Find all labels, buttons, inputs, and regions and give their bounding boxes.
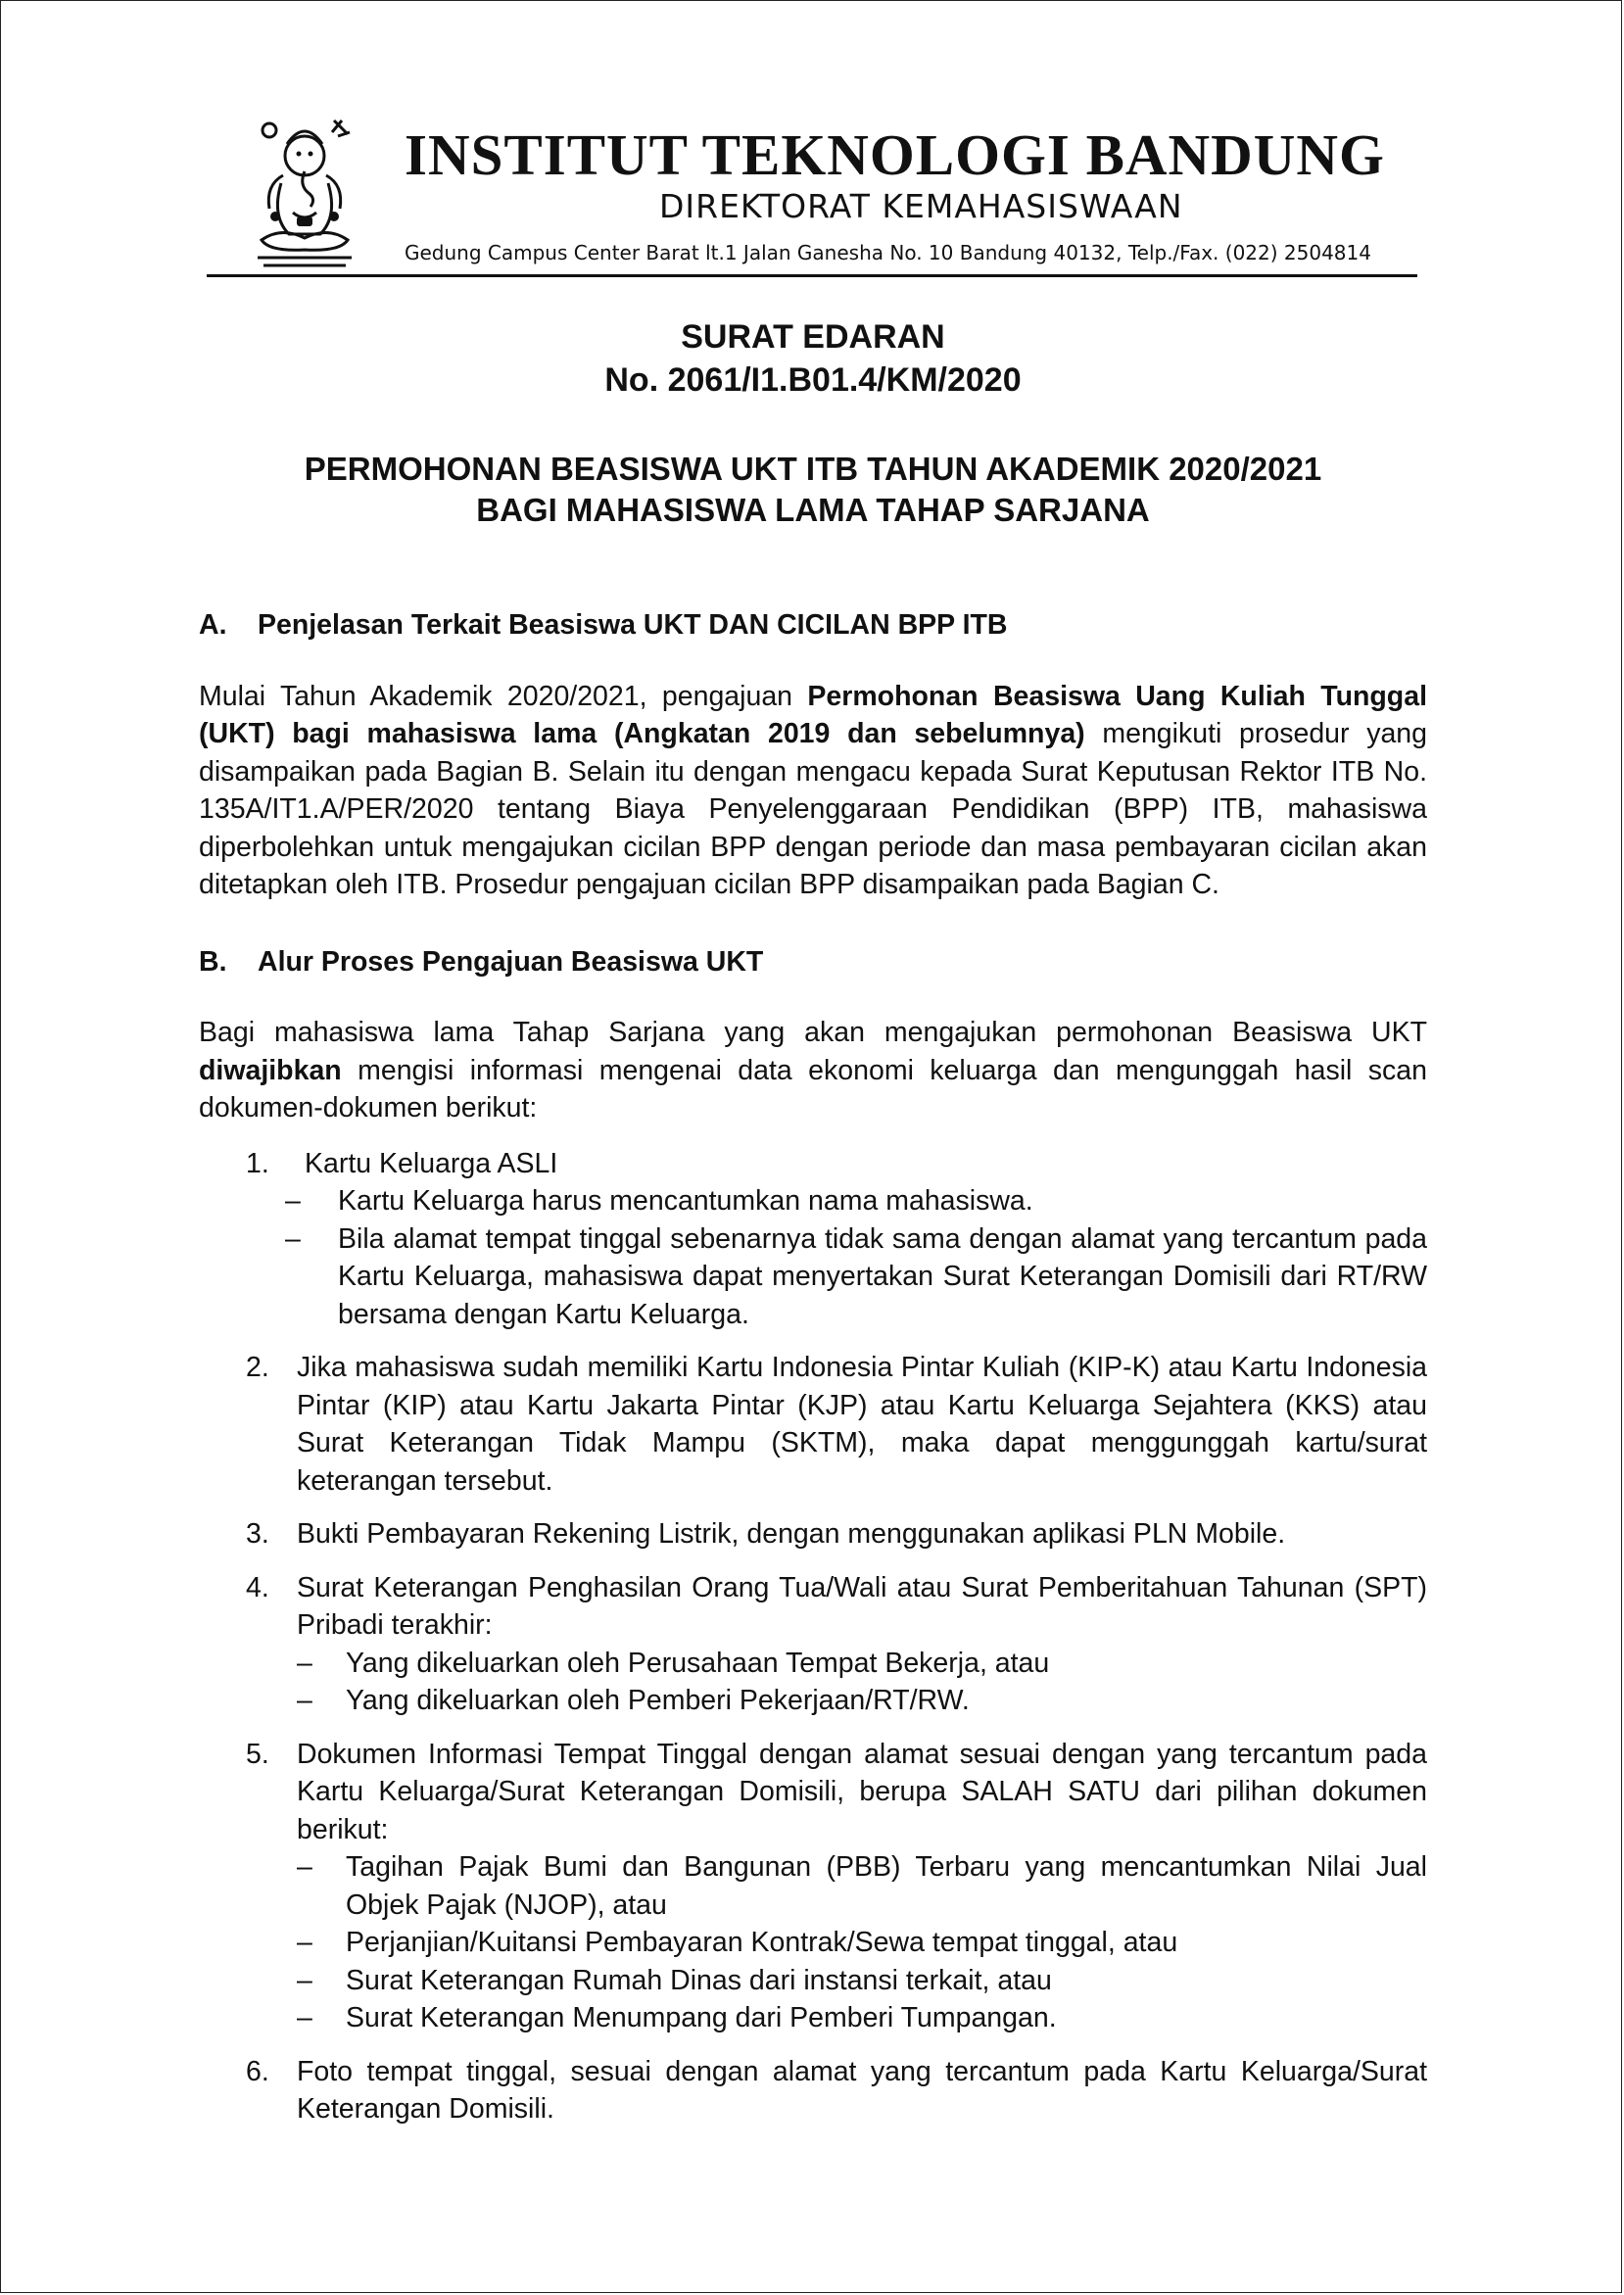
list-item-content <box>297 1569 1427 1720</box>
list-item-number: 6. <box>246 2055 269 2087</box>
list-item-number: 1. <box>246 1147 269 1179</box>
sub-list-text: Perjanjian/Kuitansi Pembayaran Kontrak/Sewa tempat tinggal, atau <box>346 1927 1178 1958</box>
dash-bullet: – <box>297 1685 312 1716</box>
subject-line-2: BAGI MAHASISWA LAMA TAHAP SARJANA <box>476 492 1150 528</box>
sub-list-text: Surat Keterangan Menumpang dari Pemberi Tumpangan. <box>346 2002 1057 2033</box>
section-b-intro-bold: diwajibkan <box>199 1054 342 1086</box>
section-b-title: Alur Proses Pengajuan Beasiswa UKT <box>258 945 764 978</box>
sub-list-item <box>297 1999 1427 2037</box>
header-divider <box>207 274 1417 277</box>
list-item-text: Jika mahasiswa sudah memiliki Kartu Indonesia Pintar Kuliah (KIP-K) atau Kartu Indonesia Pintar (KIP) atau Kartu Jakarta Pintar (KJP) atau Kartu Keluarga Sejahtera (KKS) atau Surat Keterangan Tidak Mampu (SKTM), maka dapat menggunggah kartu/surat keterangan tersebut. <box>297 1352 1427 1497</box>
dash-bullet: – <box>285 1185 301 1217</box>
section-a-text-rest: mengikuti prosedur yang disampaikan pada Bagian B. Selain itu dengan mengacu kepada Surat Keputusan Rektor ITB No. 135A/IT1.A/PER/2020 tentang Biaya Penyelenggaraan Pendidikan (BPP) ITB, mahasiswa diperbolehkan untuk mengajukan cicilan BPP dengan periode dan masa pembayaran cicilan akan ditetapkan oleh ITB. Prosedur pengajuan cicilan BPP disampaikan pada Bagian C. <box>199 718 1428 900</box>
list-item-content <box>285 1145 1427 1334</box>
sub-list-text: Yang dikeluarkan oleh Pemberi Pekerjaan/RT/RW. <box>346 1685 970 1716</box>
section-a-text-bold: Permohonan Beasiswa Uang Kuliah Tunggal (UKT) bagi mahasiswa lama (Angkatan 2019 dan sebelumnya) <box>199 680 1427 749</box>
list-item-content <box>297 1515 1427 1554</box>
sub-list-item <box>297 1645 1427 1683</box>
section-a-paragraph <box>199 678 1427 904</box>
list-item <box>199 1349 1427 1500</box>
dash-bullet: – <box>297 1964 312 1996</box>
list-item-number: 2. <box>246 1352 269 1383</box>
sub-list-text: Kartu Keluarga harus mencantumkan nama mahasiswa. <box>338 1185 1033 1217</box>
list-item <box>199 1736 1427 2037</box>
sub-list <box>297 1645 1427 1720</box>
list-item-text: Surat Keterangan Penghasilan Orang Tua/Wali atau Surat Pemberitahuan Tahunan (SPT) Pribadi terakhir: <box>297 1571 1427 1641</box>
sub-list-item <box>297 1682 1427 1720</box>
requirements-list <box>199 1145 1427 2128</box>
section-b-heading <box>199 943 1427 981</box>
list-item <box>199 1569 1427 1720</box>
list-item-content <box>297 2053 1427 2128</box>
subject-line-1: PERMOHONAN BEASISWA UKT ITB TAHUN AKADEMIK 2020/2021 <box>304 451 1322 487</box>
section-a-title: Penjelasan Terkait Beasiswa UKT DAN CICILAN BPP ITB <box>258 609 1008 641</box>
ganesha-logo-icon <box>248 115 361 271</box>
sub-list-text: Surat Keterangan Rumah Dinas dari instansi terkait, atau <box>346 1964 1052 1996</box>
dash-bullet: – <box>297 1647 312 1679</box>
institution-address: Gedung Campus Center Barat lt.1 Jalan Ganesha No. 10 Bandung 40132, Telp./Fax. (022) 2504814 <box>405 241 1371 264</box>
section-b-intro <box>199 1014 1427 1127</box>
doc-type-title: SURAT EDARAN <box>681 318 945 356</box>
list-item-text: Foto tempat tinggal, sesuai dengan alamat yang tercantum pada Kartu Keluarga/Surat Keterangan Domisili. <box>297 2055 1427 2125</box>
list-item-text: Dokumen Informasi Tempat Tinggal dengan alamat sesuai dengan yang tercantum pada Kartu Keluarga/Surat Keterangan Domisili, berupa SALAH SATU dari pilihan dokumen berikut: <box>297 1738 1427 1845</box>
list-item <box>199 2053 1427 2128</box>
list-item-content <box>297 1349 1427 1500</box>
sub-list-text: Tagihan Pajak Bumi dan Bangunan (PBB) Terbaru yang mencantumkan Nilai Jual Objek Pajak (NJOP), atau <box>346 1851 1427 1921</box>
dash-bullet: – <box>285 1222 301 1255</box>
list-item-number: 4. <box>246 1571 269 1603</box>
dash-bullet: – <box>297 2002 312 2033</box>
section-a-heading <box>199 606 1427 645</box>
section-a-text-start: Mulai Tahun Akademik 2020/2021, pengajuan <box>199 680 808 712</box>
sub-list <box>297 1848 1427 2037</box>
list-item <box>199 1515 1427 1554</box>
section-b-intro-start: Bagi mahasiswa lama Tahap Sarjana yang akan mengajukan permohonan Beasiswa UKT <box>199 1017 1427 1048</box>
sub-list-text: Yang dikeluarkan oleh Perusahaan Tempat Bekerja, atau <box>346 1647 1050 1679</box>
list-item <box>199 1145 1427 1334</box>
section-b-intro-rest: mengisi informasi mengenai data ekonomi keluarga dan mengunggah hasil scan dokumen-dokumen berikut: <box>199 1054 1427 1124</box>
sub-list-item <box>297 1848 1427 1924</box>
list-item-text: Bukti Pembayaran Rekening Listrik, dengan menggunakan aplikasi PLN Mobile. <box>297 1518 1286 1550</box>
list-item-text: Kartu Keluarga ASLI <box>305 1147 558 1179</box>
sub-list-item <box>297 1962 1427 2000</box>
sub-list <box>285 1182 1427 1333</box>
section-a-letter: A. <box>199 609 227 641</box>
sub-list-item <box>285 1182 1427 1220</box>
list-item-number: 3. <box>246 1518 269 1550</box>
institution-name: INSTITUT TEKNOLOGI BANDUNG <box>405 122 1385 187</box>
document-body <box>199 606 1427 2144</box>
sub-list-text: Bila alamat tempat tinggal sebenarnya tidak sama dengan alamat yang tercantum pada Kartu Keluarga, mahasiswa dapat menyertakan Surat Keterangan Domisili dari RT/RW bersama dengan Kartu Keluarga. <box>338 1222 1427 1330</box>
directorate-name: DIREKTORAT KEMAHASISWAAN <box>659 187 1183 225</box>
dash-bullet: – <box>297 1927 312 1958</box>
doc-number: No. 2061/I1.B01.4/KM/2020 <box>604 361 1022 399</box>
sub-list-item <box>297 1924 1427 1962</box>
list-item-content <box>297 1736 1427 2037</box>
list-item-number: 5. <box>246 1738 269 1770</box>
sub-list-item <box>285 1220 1427 1334</box>
section-b-letter: B. <box>199 945 227 978</box>
dash-bullet: – <box>297 1851 312 1883</box>
